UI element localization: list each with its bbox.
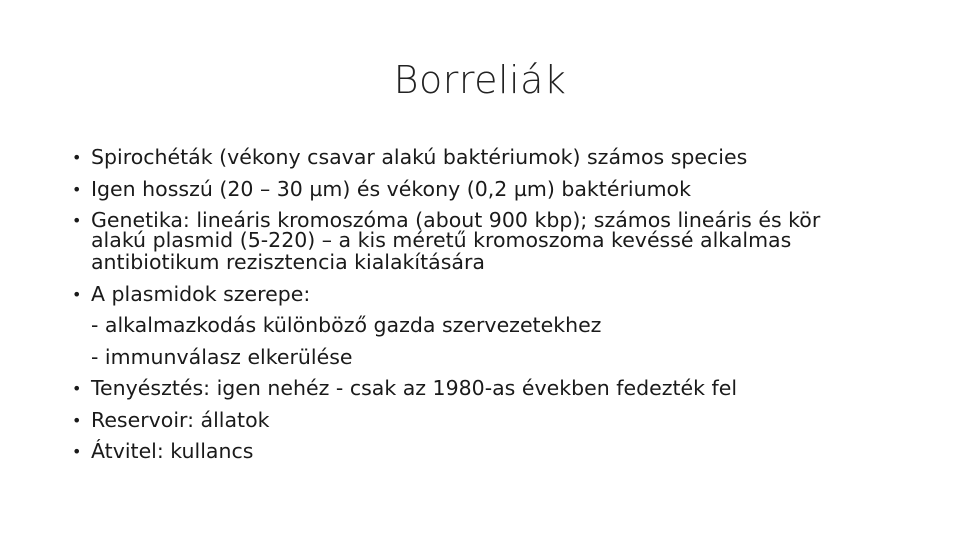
list-item-text-line: - alkalmazkodás különböző gazda szervezetekhez [91, 313, 602, 337]
list-item [72, 373, 892, 405]
list-item-text: Spirochéták (vékony csavar alakú baktériumok) számos species [91, 145, 748, 169]
list-item-text-line: A plasmidok szerepe: [91, 281, 311, 306]
bullet-icon: • [72, 410, 82, 430]
bullet-list [72, 142, 892, 468]
bullet-icon: • [72, 379, 82, 398]
bullet-icon: • [72, 211, 82, 230]
list-item-text: Átvitel: kullancs [91, 439, 254, 463]
list-item-text: Tenyésztés: igen nehéz - csak az 1980-as években fedezték fel [91, 376, 738, 400]
list-item-text-line: Genetika: lineáris kromoszóma (about 900 kbp); számos lineáris és kör [91, 208, 821, 232]
list-item-text-line: - immunválasz elkerülése [91, 344, 353, 369]
list-item [72, 436, 892, 468]
bullet-icon: • [72, 442, 82, 461]
list-item-text: Igen hosszú (20 – 30 µm) és vékony (0,2 µm) baktériumok [91, 176, 691, 201]
list-item [72, 142, 892, 174]
list-item-text-line: antibiotikum rezisztencia kialakítására [91, 249, 485, 274]
slide-title: Borreliák [393, 58, 567, 102]
bullet-icon: • [72, 179, 82, 199]
list-item [72, 174, 892, 206]
list-item [72, 279, 892, 374]
bullet-icon: • [72, 284, 82, 304]
list-item-text-line: alakú plasmid (5-220) – a kis méretű kromoszoma kevéssé alkalmas [91, 227, 792, 252]
list-item [72, 405, 892, 437]
list-item [72, 205, 892, 279]
list-item-text: Reservoir: állatok [91, 407, 270, 432]
bullet-icon: • [72, 148, 82, 167]
